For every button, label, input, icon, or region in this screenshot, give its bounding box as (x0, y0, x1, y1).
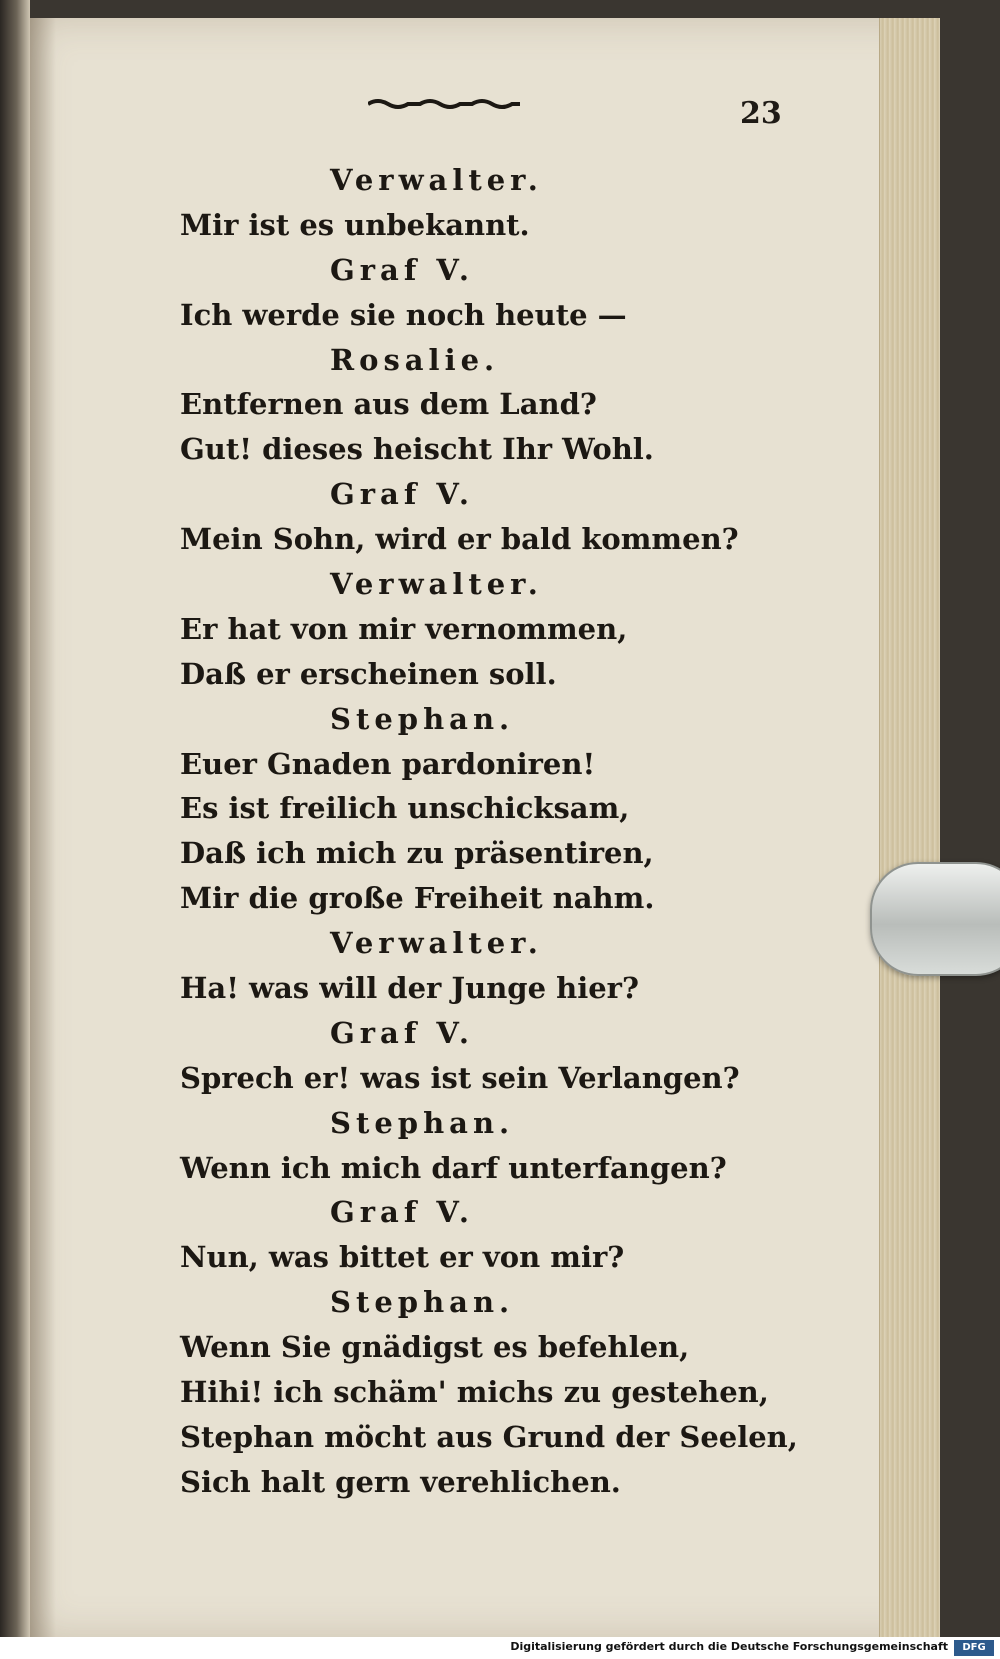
speaker-name: Stephan. (330, 1105, 515, 1140)
header-ornament (368, 98, 520, 110)
verse-line: Ich werde sie noch heute — (180, 297, 627, 332)
page-stack-edge (879, 18, 940, 1638)
verse-line: Mein Sohn, wird er bald kommen? (180, 522, 739, 557)
speaker-name: Verwalter. (330, 567, 543, 602)
verse-line: Hihi! ich schäm' michs zu gestehen, (180, 1375, 769, 1410)
verse-line: Euer Gnaden pardoniren! (180, 746, 596, 781)
page-number: 23 (740, 96, 782, 131)
verse-line: Gut! dieses heischt Ihr Wohl. (180, 432, 654, 467)
verse-line: Daß er erscheinen soll. (180, 656, 557, 691)
verse-line: Es ist freilich unschicksam, (180, 791, 630, 826)
speaker-name: Graf V. (330, 1015, 474, 1050)
speaker-name: Verwalter. (330, 926, 543, 961)
play-text (180, 158, 798, 1505)
verse-line: Wenn ich mich darf unterfangen? (180, 1150, 727, 1185)
speaker-name: Verwalter. (330, 163, 543, 197)
digitization-footer (0, 1637, 1000, 1659)
verse-line: Er hat von mir vernommen, (180, 611, 628, 646)
speaker-name: Stephan. (330, 701, 515, 736)
dfg-logo: DFG (954, 1640, 994, 1656)
speaker-name: Rosalie. (330, 342, 500, 377)
speaker-name: Graf V. (330, 252, 474, 287)
verse-line: Ha! was will der Junge hier? (180, 971, 639, 1006)
page-gutter-shadow (30, 18, 56, 1638)
verse-line: Mir ist es unbekannt. (180, 207, 530, 242)
verse-line: Wenn Sie gnädigst es befehlen, (180, 1330, 690, 1365)
speaker-name: Stephan. (330, 1285, 515, 1320)
speaker-name: Graf V. (330, 477, 474, 512)
adjacent-page-edge (0, 0, 30, 1659)
verse-line: Nun, was bittet er von mir? (180, 1240, 625, 1275)
verse-line: Sprech er! was ist sein Verlangen? (180, 1060, 740, 1095)
verse-line: Sich halt gern verehlichen. (180, 1464, 621, 1499)
verse-line: Entfernen aus dem Land? (180, 387, 597, 422)
verse-line: Stephan möcht aus Grund der Seelen, (180, 1419, 798, 1454)
speaker-name: Graf V. (330, 1195, 474, 1230)
verse-line: Daß ich mich zu präsentiren, (180, 836, 654, 871)
verse-line: Mir die große Freiheit nahm. (180, 881, 655, 916)
bookmark-clip (870, 862, 1000, 976)
footer-credit: Digitalisierung gefördert durch die Deutsche Forschungsgemeinschaft (510, 1640, 948, 1653)
